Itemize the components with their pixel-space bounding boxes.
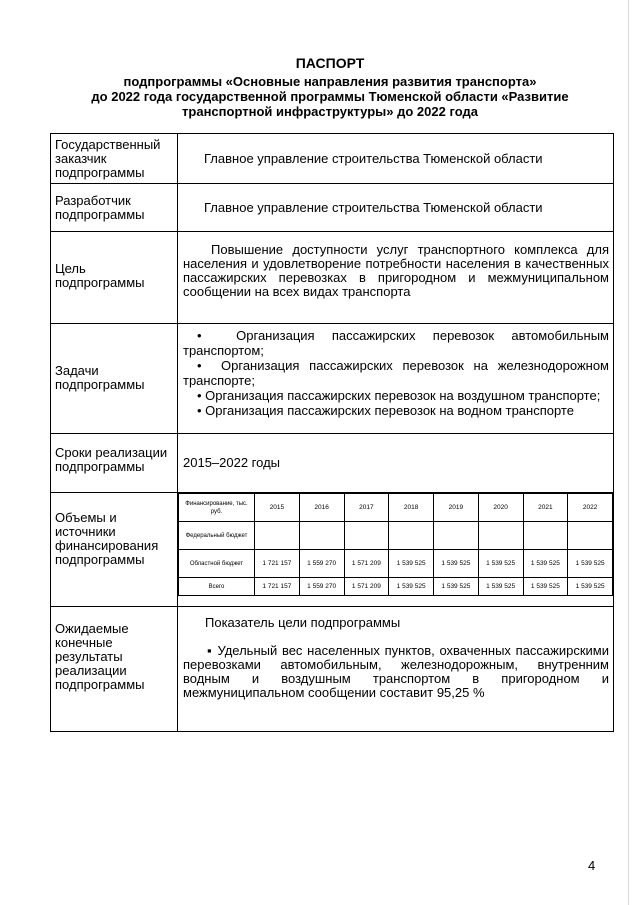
label-line: конечные — [55, 635, 113, 650]
label-line: источники — [55, 524, 116, 539]
financing-cell: 1 539 525 — [434, 578, 479, 596]
label-results — [51, 607, 178, 732]
task-text: Организация пассажирских перевозок на водном транспорте — [205, 403, 574, 418]
financing-cell: 1 571 209 — [344, 578, 389, 596]
label-line: Задачи — [55, 363, 99, 378]
page-edge-line — [628, 0, 629, 905]
financing-row-federal — [179, 522, 613, 550]
label-line: реализации — [55, 663, 127, 678]
results-item: ▪ Удельный вес населенных пунктов, охваченных пассажирскими перевозками автомобильным, железнодорожным, внутренним водным и воздушным транспортом в пригородном и межмуниципальном сообщении составит 95,25 % — [183, 643, 609, 700]
label-developer — [51, 184, 178, 232]
document-title: ПАСПОРТ — [295, 55, 365, 71]
label-line: Государственный — [55, 137, 161, 152]
financing-header-label: Финансирование, тыс. руб. — [179, 494, 255, 522]
year-cell: 2015 — [255, 494, 300, 522]
task-text: Организация пассажирских перевозок на воздушном транспорте; — [205, 388, 601, 403]
passport-table — [50, 133, 614, 732]
value-tasks — [178, 324, 614, 434]
financing-cell — [299, 522, 344, 550]
task-text: Организация пассажирских перевозок на железнодорожном транспорте; — [183, 358, 609, 388]
label-line: Цель — [55, 261, 86, 276]
financing-row-regional — [179, 550, 613, 578]
results-text: Удельный вес населенных пунктов, охваченных пассажирскими перевозками автомобильным, железнодорожным, внутренним водным и воздушным транспортом в пригородном и межмуниципальном сообщении составит 95,25 % — [183, 643, 609, 700]
subtitle-line: подпрограммы «Основные направления развития транспорта» — [123, 74, 537, 89]
subtitle-line: транспортной инфраструктуры» до 2022 года — [182, 104, 478, 119]
label-line: результаты — [55, 649, 123, 664]
year-cell: 2017 — [344, 494, 389, 522]
task-item: • Организация пассажирских перевозок на водном транспорте — [197, 403, 574, 418]
financing-row-total — [179, 578, 613, 596]
label-line: подпрограммы — [55, 275, 145, 290]
label-financing — [51, 493, 178, 607]
label-line: подпрограммы — [55, 459, 145, 474]
goal-text: Повышение доступности услуг транспортного комплекса для населения и удовлетворение потребности населения в качественных пассажирских перевозках в пригородном и межмуниципальном сообщении на всех видах транспорта — [183, 242, 609, 299]
value-terms — [178, 434, 614, 493]
value-text: Главное управление строительства Тюменской области — [204, 199, 543, 215]
terms-text: 2015–2022 годы — [183, 455, 281, 470]
financing-row-name: Областной бюджет — [179, 550, 255, 578]
value-goal — [178, 232, 614, 324]
financing-cell: 1 559 270 — [299, 550, 344, 578]
value-developer — [178, 184, 614, 232]
financing-cell — [478, 522, 523, 550]
financing-cell: 1 559 270 — [299, 578, 344, 596]
label-line: подпрограммы — [55, 165, 145, 180]
financing-cell — [523, 522, 568, 550]
year-cell: 2022 — [568, 494, 613, 522]
year-cell: 2020 — [478, 494, 523, 522]
value-results — [178, 607, 614, 732]
row-tasks — [51, 324, 614, 434]
financing-cell: 1 539 525 — [478, 578, 523, 596]
financing-cell: 1 539 525 — [434, 550, 479, 578]
results-heading: Показатель цели подпрограммы — [205, 615, 401, 630]
value-text: Главное управление строительства Тюменской области — [204, 150, 543, 166]
year-cell: 2019 — [434, 494, 479, 522]
financing-cell: 1 539 525 — [478, 550, 523, 578]
financing-cell: 1 721 157 — [255, 550, 300, 578]
label-line: Ожидаемые — [55, 621, 129, 636]
page-number: 4 — [588, 858, 596, 873]
label-line: Объемы и — [55, 510, 117, 525]
label-customer — [51, 134, 178, 184]
label-line: финансирования — [55, 538, 159, 553]
year-cell: 2018 — [389, 494, 434, 522]
financing-row-name: Федеральный бюджет — [179, 522, 255, 550]
task-item: • Организация пассажирских перевозок на железнодорожном транспорте; — [183, 358, 609, 388]
financing-cell — [344, 522, 389, 550]
financing-row-name: Всего — [179, 578, 255, 596]
financing-cell: 1 539 525 — [568, 578, 613, 596]
financing-cell — [389, 522, 434, 550]
label-line: подпрограммы — [55, 677, 145, 692]
subtitle-line: до 2022 года государственной программы Тюменской области «Развитие — [91, 89, 569, 104]
financing-cell: 1 539 525 — [523, 578, 568, 596]
row-terms — [51, 434, 614, 493]
task-text: Организация пассажирских перевозок автомобильным транспортом; — [183, 328, 609, 358]
row-developer — [51, 184, 614, 232]
financing-cell: 1 571 209 — [344, 550, 389, 578]
value-financing — [178, 493, 614, 607]
label-line: Сроки реализации — [55, 445, 168, 460]
document-subtitle — [60, 74, 600, 119]
value-customer — [178, 134, 614, 184]
financing-cell: 1 539 525 — [389, 550, 434, 578]
year-cell: 2016 — [299, 494, 344, 522]
label-tasks — [51, 324, 178, 434]
row-customer — [51, 134, 614, 184]
task-item: • Организация пассажирских перевозок на воздушном транспорте; — [197, 388, 601, 403]
financing-cell: 1 539 525 — [523, 550, 568, 578]
label-line: подпрограммы — [55, 552, 145, 567]
label-terms — [51, 434, 178, 493]
row-financing — [51, 493, 614, 607]
financing-cell: 1 539 525 — [389, 578, 434, 596]
row-results — [51, 607, 614, 732]
label-line: Разработчик — [55, 193, 131, 208]
label-line: заказчик — [55, 151, 107, 166]
label-line: подпрограммы — [55, 207, 145, 222]
financing-cell — [255, 522, 300, 550]
financing-cell: 1 539 525 — [568, 550, 613, 578]
financing-table — [178, 493, 613, 596]
task-item: • Организация пассажирских перевозок автомобильным транспортом; — [183, 328, 609, 358]
year-cell: 2021 — [523, 494, 568, 522]
financing-cell — [434, 522, 479, 550]
financing-cell: 1 721 157 — [255, 578, 300, 596]
label-line: подпрограммы — [55, 377, 145, 392]
label-goal — [51, 232, 178, 324]
financing-header-row — [179, 494, 613, 522]
row-goal — [51, 232, 614, 324]
financing-cell — [568, 522, 613, 550]
